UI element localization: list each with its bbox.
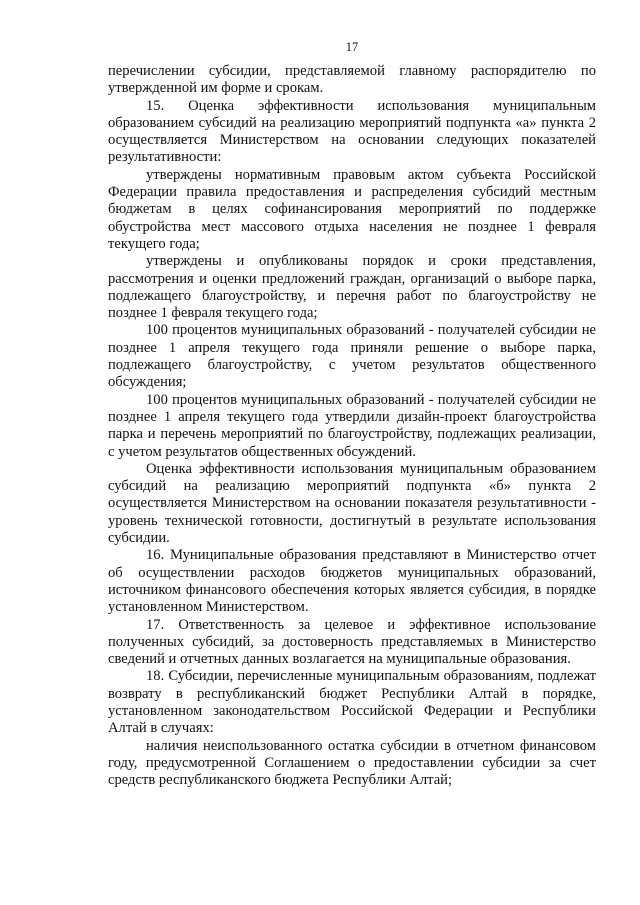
paragraph-continuation: перечислении субсидии, представляемой главному распорядителю по утвержденной им форме и срокам. — [108, 63, 596, 97]
paragraph-16: 16. Муниципальные образования представляют в Министерство отчет об осуществлении расходов бюджетов муниципальных образований, источником финансового обеспечения которых является субсидия, в порядке установленном Министерством. — [108, 547, 596, 616]
paragraph-15-criterion-1: утверждены нормативным правовым актом субъекта Российской Федерации правила предоставления и распределения субсидий местным бюджетам в целях софинансирования мероприятий по поддержке обустройства мест массового отдыха населения не позднее 1 февраля текущего года; — [108, 166, 596, 252]
paragraph-18-case-1: наличия неиспользованного остатка субсидии в отчетном финансовом году, предусмотренной Соглашением о предоставлении субсидии за счет средств республиканского бюджета Республики Алтай; — [108, 737, 596, 789]
paragraph-18: 18. Субсидии, перечисленные муниципальным образованиям, подлежат возврату в республиканский бюджет Республики Алтай в порядке, установленном законодательством Российской Федерации и Республики Алтай в случаях: — [108, 668, 596, 737]
paragraph-15-criterion-2: утверждены и опубликованы порядок и сроки представления, рассмотрения и оценки предложений граждан, организаций о выборе парка, подлежащего благоустройству, и перечня работ по благоустройству не позднее 1 февраля текущего года; — [108, 253, 596, 322]
paragraph-15-criterion-4: 100 процентов муниципальных образований - получателей субсидии не позднее 1 апреля текущего года утвердили дизайн-проект благоустройства парка и перечень мероприятий по благоустройству, подлежащих реализации, с учетом результатов общественных обсуждений. — [108, 391, 596, 460]
paragraph-15-criterion-3: 100 процентов муниципальных образований - получателей субсидии не позднее 1 апреля текущего года приняли решение о выборе парка, подлежащего благоустройству, с учетом результатов общественного обсуждения; — [108, 322, 596, 391]
paragraph-17: 17. Ответственность за целевое и эффективное использование полученных субсидий, за достоверность представляемых в Министерство сведений и отчетных данных возлагается на муниципальные образования. — [108, 616, 596, 668]
page-number: 17 — [345, 40, 359, 54]
paragraph-15-subpoint-b: Оценка эффективности использования муниципальным образованием субсидий на реализацию мероприятий подпункта «б» пункта 2 осуществляется Министерством на основании показателя результативности - уровень технической готовности, достигнутый в результате использования субсидии. — [108, 460, 596, 547]
paragraph-15: 15. Оценка эффективности использования муниципальным образованием субсидий на реализацию мероприятий подпункта «а» пункта 2 осуществляется Министерством на основании следующих показателей результативности: — [108, 97, 596, 166]
document-body — [108, 63, 596, 789]
